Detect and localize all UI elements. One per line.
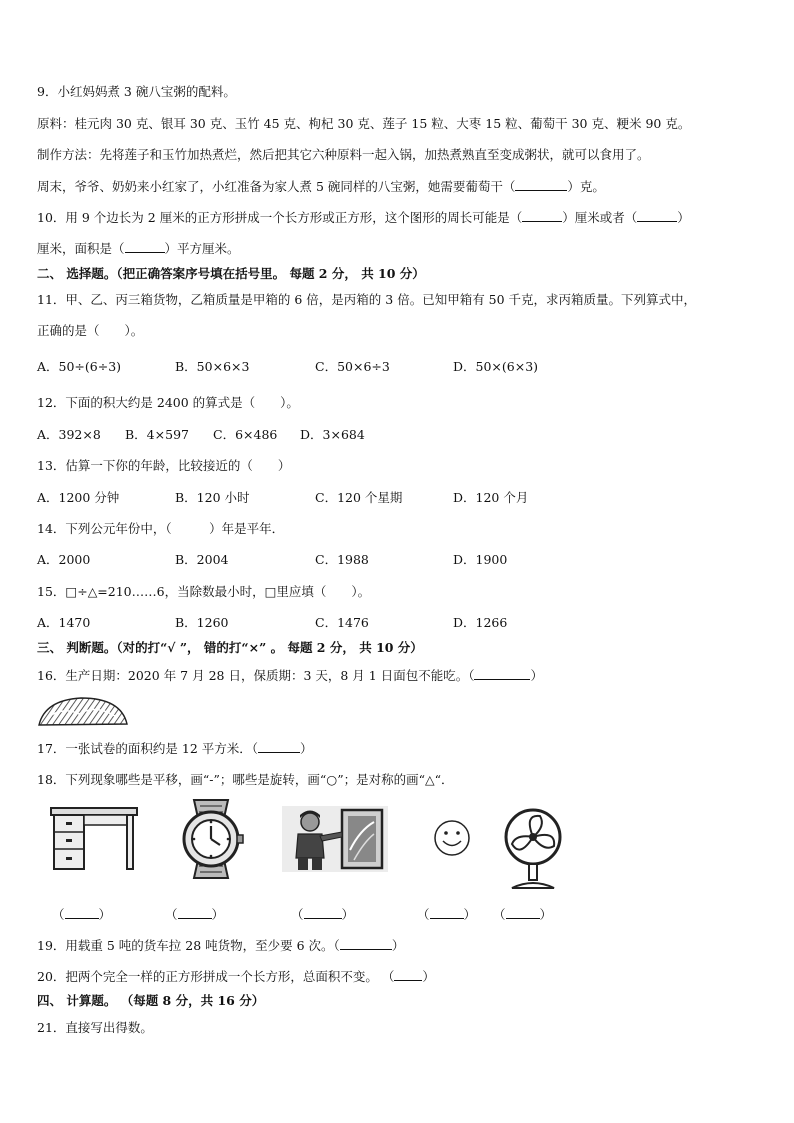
q17-line [37,740,313,757]
answer-blank[interactable] [304,906,342,919]
smiley-face-image [432,818,472,858]
q10-perimeter-blank-2[interactable] [637,209,677,222]
q10-line1 [37,209,690,226]
q20-line [37,968,435,985]
q16-line [37,667,543,684]
q15-option-a[interactable]: A．1470 [37,615,91,630]
q11-option-c[interactable]: C．50×6÷3 [315,359,390,374]
q17-close: ） [300,741,313,756]
q11-option-a[interactable]: A．50÷(6÷3) [37,359,122,374]
q10-text-b: ）厘米或者（ [562,210,638,225]
q12-option-d[interactable]: D．3×684 [300,427,365,442]
section-3-heading: 三、 判断题。（对的打“√ ”， 错的打“×” 。 每题 2 分， 共 10 分） [37,640,423,655]
q13-option-d[interactable]: D．120 个月 [453,490,529,505]
q19-text: 19．用载重 5 吨的货车拉 28 吨货物，至少要 6 次。（ [37,938,340,953]
q9-method: 制作方法：先将莲子和玉竹加热煮烂，然后把其它六种原料一起入锅，加热煮熟直至变成粥状，就可以食用了。 [37,147,650,162]
q10-text-d: 厘米，面积是（ [37,241,125,256]
q12-option-a[interactable]: A．392×8 [37,427,101,442]
paren-close: ） [463,907,477,922]
q14-option-c[interactable]: C．1988 [315,552,369,567]
q12-option-b[interactable]: B．4×597 [125,427,189,442]
q14-stem: 14．下列公元年份中，（ ）年是平年． [37,521,285,536]
q14-option-a[interactable]: A．2000 [37,552,91,567]
q10-area-blank[interactable] [125,240,165,253]
q18-answer-smiley [417,905,476,923]
q19-answer-blank[interactable] [340,937,392,950]
q10-text-a: 10．用 9 个边长为 2 厘米的正方形拼成一个长方形或正方形，这个图形的周长可能是（ [37,210,523,225]
q13-option-b[interactable]: B．120 小时 [175,490,250,505]
q18-answer-watch [165,905,224,923]
q13-option-c[interactable]: C．120 个星期 [315,490,403,505]
q15-option-c[interactable]: C．1476 [315,615,369,630]
q19-close: ） [391,938,405,953]
q16-answer-blank[interactable] [474,667,530,680]
answer-blank[interactable] [65,906,99,919]
q9-question [37,178,605,195]
q16-text: 16．生产日期：2020 年 7 月 28 日，保质期：3 天，8 月 1 日面包不能吃。（ [37,668,475,683]
section-4-heading: 四、 计算题。 （每题 8 分，共 16 分） [37,993,265,1008]
answer-blank[interactable] [430,906,464,919]
q15-option-d[interactable]: D．1266 [453,615,508,630]
paren-close: ） [341,907,355,922]
paren-close: ） [98,907,112,922]
q10-perimeter-blank-1[interactable] [522,209,562,222]
q18-stem: 18．下列现象哪些是平移，画“-”；哪些是旋转，画“○”；是对称的画“△“． [37,772,454,787]
q11-stem-1: 11．甲、乙、丙三箱货物，乙箱质量是甲箱的 6 倍，是丙箱的 3 倍。已知甲箱有 50 千克，求丙箱质量。下列算式中， [37,292,697,307]
q13-option-a[interactable]: A．1200 分钟 [37,490,120,505]
q9-answer-blank[interactable] [515,178,567,191]
paren-open: （ [52,907,65,922]
q20-answer-blank[interactable] [394,968,422,981]
q21-stem: 21．直接写出得数。 [37,1020,153,1035]
q12-stem: 12．下面的积大约是 2400 的算式是（ ）。 [37,395,299,410]
q17-answer-blank[interactable] [258,740,300,753]
q20-close: ） [422,969,435,984]
q12-option-c[interactable]: C．6×486 [213,427,278,442]
q10-line2 [37,240,240,257]
bread-image [37,694,129,728]
q9-question-end: ）克。 [567,179,605,194]
window-pushing-image [282,806,388,872]
q9-question-text: 周末，爷爷、奶奶来小红家了，小红准备为家人煮 5 碗同样的八宝粥，她需要葡萄干（ [37,179,516,194]
q15-stem: 15．□÷△=210……6，当除数最小时，□里应填（ ）。 [37,584,371,599]
paren-close: ） [211,907,225,922]
q15-option-b[interactable]: B．1260 [175,615,229,630]
paren-open: （ [493,907,506,922]
q17-text: 17．一张试卷的面积约是 12 平方米．（ [37,741,259,756]
q13-stem: 13．估算一下你的年龄，比较接近的（ ） [37,458,291,473]
answer-blank[interactable] [178,906,212,919]
q11-option-b[interactable]: B．50×6×3 [175,359,250,374]
q14-option-b[interactable]: B．2004 [175,552,229,567]
paren-open: （ [291,907,304,922]
q18-answer-fan [493,905,552,923]
q9-ingredients: 原料：桂元肉 30 克、银耳 30 克、玉竹 45 克、枸杞 30 克、莲子 15 粒、大枣 15 粒、葡萄干 30 克、粳米 90 克。 [37,116,691,131]
q14-option-d[interactable]: D．1900 [453,552,508,567]
q16-close: ） [530,668,543,683]
q18-answer-desk [52,905,111,923]
answer-blank[interactable] [506,906,540,919]
watch-image [166,798,256,880]
q19-line [37,937,404,954]
section-2-heading: 二、 选择题。（把正确答案序号填在括号里。 每题 2 分， 共 10 分） [37,266,425,281]
q18-answer-window [291,905,354,923]
paren-close: ） [539,907,553,922]
electric-fan-image [500,808,566,890]
paren-open: （ [417,907,430,922]
q10-text-c: ） [677,210,690,225]
desk-image [49,806,139,872]
q11-stem-2: 正确的是（ ）。 [37,323,144,338]
q9-line1: 9．小红妈妈煮 3 碗八宝粥的配料。 [37,84,236,99]
q10-text-e: ）平方厘米。 [164,241,240,256]
paren-open: （ [165,907,178,922]
q20-text: 20．把两个完全一样的正方形拼成一个长方形，总面积不变。 （ [37,969,395,984]
q11-option-d[interactable]: D．50×(6×3) [453,359,539,374]
